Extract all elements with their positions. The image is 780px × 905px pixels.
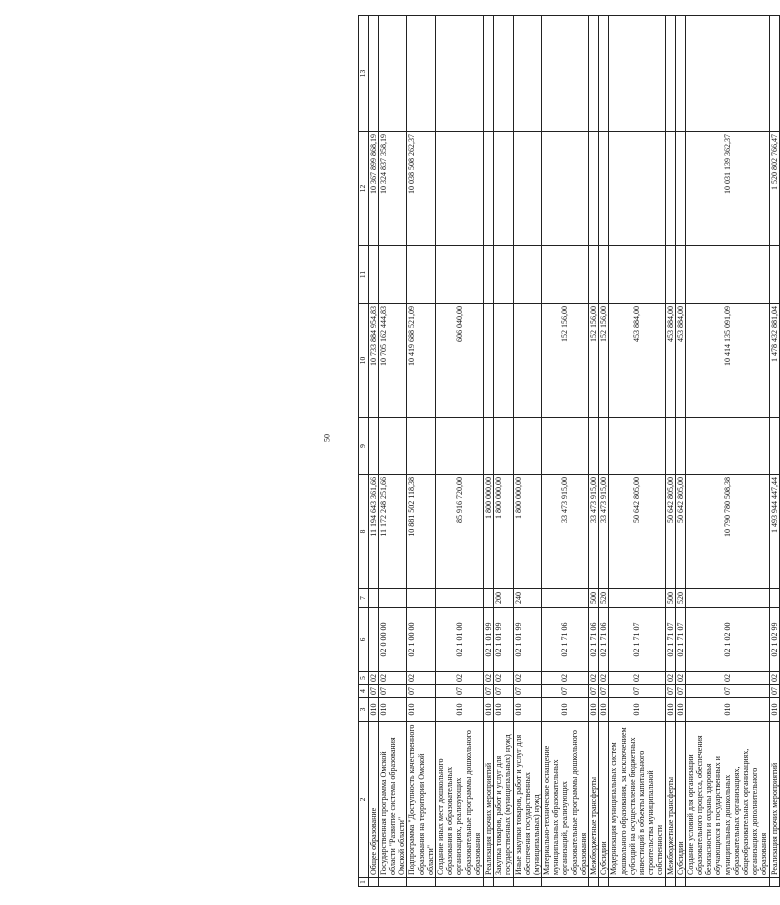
code-cell: 010: [483, 698, 493, 722]
amount-cell: [542, 16, 589, 132]
row-number-cell: [685, 878, 769, 887]
amount-cell: 33 473 915,00: [542, 475, 589, 589]
row-name-cell: Реализация прочих мероприятий: [483, 722, 493, 878]
code-cell: 010: [435, 698, 483, 722]
column-number: 11: [359, 246, 369, 304]
code-cell: [378, 589, 407, 608]
amount-cell: [483, 246, 493, 304]
amount-cell: [494, 418, 513, 475]
code-cell: 02: [665, 672, 675, 685]
code-cell: 02 1 02 99: [769, 608, 779, 672]
amount-cell: [609, 16, 665, 132]
amount-cell: [494, 246, 513, 304]
code-cell: 02: [685, 672, 769, 685]
row-name-cell: Межбюджетные трансферты: [665, 722, 675, 878]
code-cell: 010: [378, 698, 407, 722]
row-number-cell: [494, 878, 513, 887]
amount-cell: [494, 132, 513, 246]
code-cell: 010: [685, 698, 769, 722]
code-cell: 02: [769, 672, 779, 685]
amount-cell: [769, 16, 779, 132]
amount-cell: [494, 304, 513, 418]
code-cell: 010: [542, 698, 589, 722]
code-cell: 02: [378, 672, 407, 685]
column-number: 9: [359, 418, 369, 475]
column-number: 7: [359, 589, 369, 608]
code-cell: 02 1 71 07: [609, 608, 665, 672]
code-cell: 02 1 71 06: [599, 608, 609, 672]
code-cell: 07: [483, 685, 493, 698]
column-number: 8: [359, 475, 369, 589]
amount-cell: 85 916 720,00: [435, 475, 483, 589]
amount-cell: 33 473 915,00: [599, 475, 609, 589]
row-number-cell: [599, 878, 609, 887]
code-cell: 02 1 71 06: [542, 608, 589, 672]
code-cell: [609, 589, 665, 608]
amount-cell: [494, 16, 513, 132]
amount-cell: [685, 246, 769, 304]
code-cell: 02: [542, 672, 589, 685]
amount-cell: 152 156,00: [599, 304, 609, 418]
code-cell: 02: [675, 672, 685, 685]
column-number: 1: [359, 878, 369, 887]
amount-cell: [769, 246, 779, 304]
row-name-cell: Субсидии: [675, 722, 685, 878]
row-name-cell: Подпрограмма "Доступность качественного образования на территории Омской области": [407, 722, 436, 878]
column-number: 2: [359, 722, 369, 878]
table-row: [483, 16, 493, 887]
code-cell: 02 1 01 99: [513, 608, 542, 672]
amount-cell: [513, 418, 542, 475]
amount-cell: [378, 418, 407, 475]
amount-cell: [665, 16, 675, 132]
amount-cell: [435, 16, 483, 132]
column-number-row: [359, 16, 369, 887]
code-cell: 02: [483, 672, 493, 685]
amount-cell: 152 156,00: [589, 304, 599, 418]
row-name-cell: Общее образование: [368, 722, 378, 878]
amount-cell: [609, 418, 665, 475]
code-cell: 010: [665, 698, 675, 722]
code-cell: 010: [769, 698, 779, 722]
code-cell: 02 1 01 99: [494, 608, 513, 672]
page-number: 50: [322, 434, 332, 442]
column-number: 10: [359, 304, 369, 418]
amount-cell: [513, 246, 542, 304]
row-number-cell: [769, 878, 779, 887]
amount-cell: [599, 132, 609, 246]
code-cell: 02: [407, 672, 436, 685]
row-number-cell: [589, 878, 599, 887]
row-name-cell: Государственная программа Омской области "Развитие системы образования Омской области": [378, 722, 407, 878]
table-row: [599, 16, 609, 887]
column-number: 13: [359, 16, 369, 132]
amount-cell: [378, 16, 407, 132]
code-cell: [685, 589, 769, 608]
row-number-cell: [378, 878, 407, 887]
row-name-cell: Закупка товаров, работ и услуг для государственных (муниципальных) нужд: [494, 722, 513, 878]
code-cell: 07: [599, 685, 609, 698]
amount-cell: 10 733 884 954,83: [368, 304, 378, 418]
row-number-cell: [675, 878, 685, 887]
amount-cell: 50 642 805,00: [665, 475, 675, 589]
column-number: 12: [359, 132, 369, 246]
code-cell: [542, 589, 589, 608]
code-cell: 02 1 71 07: [675, 608, 685, 672]
code-cell: 010: [407, 698, 436, 722]
code-cell: 500: [665, 589, 675, 608]
code-cell: 02: [513, 672, 542, 685]
code-cell: 02 1 71 07: [665, 608, 675, 672]
code-cell: 010: [675, 698, 685, 722]
amount-cell: [589, 132, 599, 246]
column-number: 5: [359, 672, 369, 685]
code-cell: 200: [494, 589, 513, 608]
amount-cell: [599, 418, 609, 475]
code-cell: [435, 589, 483, 608]
code-cell: 07: [513, 685, 542, 698]
row-number-cell: [435, 878, 483, 887]
row-number-cell: [368, 878, 378, 887]
code-cell: 07: [407, 685, 436, 698]
code-cell: 07: [494, 685, 513, 698]
code-cell: 07: [435, 685, 483, 698]
code-cell: 010: [599, 698, 609, 722]
code-cell: 07: [542, 685, 589, 698]
table-row: [435, 16, 483, 887]
code-cell: [407, 589, 436, 608]
amount-cell: [407, 246, 436, 304]
code-cell: 010: [368, 698, 378, 722]
code-cell: 010: [513, 698, 542, 722]
amount-cell: [589, 418, 599, 475]
amount-cell: 152 156,00: [542, 304, 589, 418]
code-cell: 07: [378, 685, 407, 698]
amount-cell: [675, 16, 685, 132]
code-cell: 07: [675, 685, 685, 698]
column-number: 4: [359, 685, 369, 698]
amount-cell: [368, 16, 378, 132]
code-cell: 02 1 00 00: [407, 608, 436, 672]
code-cell: 010: [589, 698, 599, 722]
code-cell: 02 1 01 00: [435, 608, 483, 672]
amount-cell: 453 884,00: [665, 304, 675, 418]
amount-cell: [483, 16, 493, 132]
amount-cell: 10 705 162 444,83: [378, 304, 407, 418]
table-row: [685, 16, 769, 887]
amount-cell: [368, 418, 378, 475]
amount-cell: 10 414 135 091,09: [685, 304, 769, 418]
code-cell: 010: [494, 698, 513, 722]
amount-cell: [407, 418, 436, 475]
amount-cell: 10 790 780 508,38: [685, 475, 769, 589]
column-number: 3: [359, 698, 369, 722]
code-cell: 010: [609, 698, 665, 722]
amount-cell: [589, 246, 599, 304]
amount-cell: [435, 132, 483, 246]
code-cell: 240: [513, 589, 542, 608]
amount-cell: [769, 418, 779, 475]
amount-cell: 33 473 915,00: [589, 475, 599, 589]
code-cell: [483, 589, 493, 608]
amount-cell: [665, 132, 675, 246]
amount-cell: [542, 132, 589, 246]
row-number-cell: [513, 878, 542, 887]
row-number-cell: [407, 878, 436, 887]
amount-cell: [589, 16, 599, 132]
code-cell: 02: [589, 672, 599, 685]
code-cell: 02 1 71 06: [589, 608, 599, 672]
amount-cell: [599, 246, 609, 304]
amount-cell: 1 800 000,00: [494, 475, 513, 589]
amount-cell: [542, 418, 589, 475]
table-row: [378, 16, 407, 887]
amount-cell: 10 038 508 262,37: [407, 132, 436, 246]
amount-cell: [609, 246, 665, 304]
amount-cell: 11 172 248 251,66: [378, 475, 407, 589]
amount-cell: 11 194 643 361,66: [368, 475, 378, 589]
amount-cell: 1 800 000,00: [513, 475, 542, 589]
code-cell: 520: [599, 589, 609, 608]
amount-cell: [513, 304, 542, 418]
code-cell: 07: [685, 685, 769, 698]
amount-cell: [675, 246, 685, 304]
row-number-cell: [483, 878, 493, 887]
amount-cell: [665, 418, 675, 475]
table-row: [609, 16, 665, 887]
row-name-cell: Создание условий для организации образовательного процесса, обеспечения безопасности и охраны здоровья обучающихся в государственных и муниципальных дошкольных образовательных организациях, общеобразовательных организациях, организациях дополнительного образования: [685, 722, 769, 878]
amount-cell: [513, 16, 542, 132]
code-cell: 02: [368, 672, 378, 685]
row-number-cell: [542, 878, 589, 887]
row-number-cell: [665, 878, 675, 887]
amount-cell: 10 881 502 118,38: [407, 475, 436, 589]
code-cell: [368, 589, 378, 608]
amount-cell: 10 031 139 362,37: [685, 132, 769, 246]
amount-cell: [483, 418, 493, 475]
row-name-cell: Иные закупки товаров, работ и услуг для обеспечения государственных (муниципальных) нужд: [513, 722, 542, 878]
table-row: [368, 16, 378, 887]
code-cell: 07: [609, 685, 665, 698]
amount-cell: 1 493 944 447,44: [769, 475, 779, 589]
row-name-cell: Материально-техническое оснащение муниципальных образовательных организаций, реализующих образовательные программы дошкольного образования: [542, 722, 589, 878]
code-cell: 02: [494, 672, 513, 685]
amount-cell: 50 642 805,00: [675, 475, 685, 589]
amount-cell: [685, 16, 769, 132]
amount-cell: 10 324 837 358,19: [378, 132, 407, 246]
code-cell: 02: [435, 672, 483, 685]
code-cell: 02 1 02 00: [685, 608, 769, 672]
amount-cell: [483, 132, 493, 246]
amount-cell: [665, 246, 675, 304]
row-name-cell: Модернизация муниципальных систем дошкольного образования, за исключением субсидий на осуществление бюджетных инвестиций в объекты капитального строительства муниципальной собственности: [609, 722, 665, 878]
row-number-cell: [609, 878, 665, 887]
amount-cell: [378, 246, 407, 304]
row-name-cell: Реализация прочих мероприятий: [769, 722, 779, 878]
column-number: 6: [359, 608, 369, 672]
row-name-cell: Субсидии: [599, 722, 609, 878]
table-row: [589, 16, 599, 887]
amount-cell: [368, 246, 378, 304]
amount-cell: [542, 246, 589, 304]
amount-cell: [435, 246, 483, 304]
amount-cell: 453 884,00: [609, 304, 665, 418]
budget-table: [358, 15, 780, 887]
table-row: [769, 16, 779, 887]
code-cell: 520: [675, 589, 685, 608]
amount-cell: [483, 304, 493, 418]
code-cell: 02 0 00 00: [378, 608, 407, 672]
code-cell: 07: [769, 685, 779, 698]
table-row: [494, 16, 513, 887]
amount-cell: [675, 132, 685, 246]
amount-cell: [513, 132, 542, 246]
code-cell: 07: [589, 685, 599, 698]
row-name-cell: Межбюджетные трансферты: [589, 722, 599, 878]
amount-cell: 1 478 432 881,04: [769, 304, 779, 418]
code-cell: 02: [609, 672, 665, 685]
code-cell: 07: [368, 685, 378, 698]
amount-cell: [675, 418, 685, 475]
amount-cell: 1 520 802 766,47: [769, 132, 779, 246]
table-row: [513, 16, 542, 887]
amount-cell: [685, 418, 769, 475]
code-cell: [368, 608, 378, 672]
amount-cell: [609, 132, 665, 246]
table-row: [675, 16, 685, 887]
amount-cell: 453 884,00: [675, 304, 685, 418]
code-cell: 07: [665, 685, 675, 698]
amount-cell: 606 040,00: [435, 304, 483, 418]
amount-cell: [435, 418, 483, 475]
code-cell: 02 1 01 99: [483, 608, 493, 672]
amount-cell: [599, 16, 609, 132]
amount-cell: 1 800 000,00: [483, 475, 493, 589]
table-row: [407, 16, 436, 887]
code-cell: 500: [589, 589, 599, 608]
code-cell: 02: [599, 672, 609, 685]
amount-cell: [407, 16, 436, 132]
table-row: [665, 16, 675, 887]
amount-cell: 10 367 899 868,19: [368, 132, 378, 246]
amount-cell: 50 642 805,00: [609, 475, 665, 589]
code-cell: [769, 589, 779, 608]
amount-cell: 10 419 688 521,09: [407, 304, 436, 418]
table-row: [542, 16, 589, 887]
row-name-cell: Создание иных мест дошкольного образования в образовательных организациях, реализующих образовательные программы дошкольного образования: [435, 722, 483, 878]
